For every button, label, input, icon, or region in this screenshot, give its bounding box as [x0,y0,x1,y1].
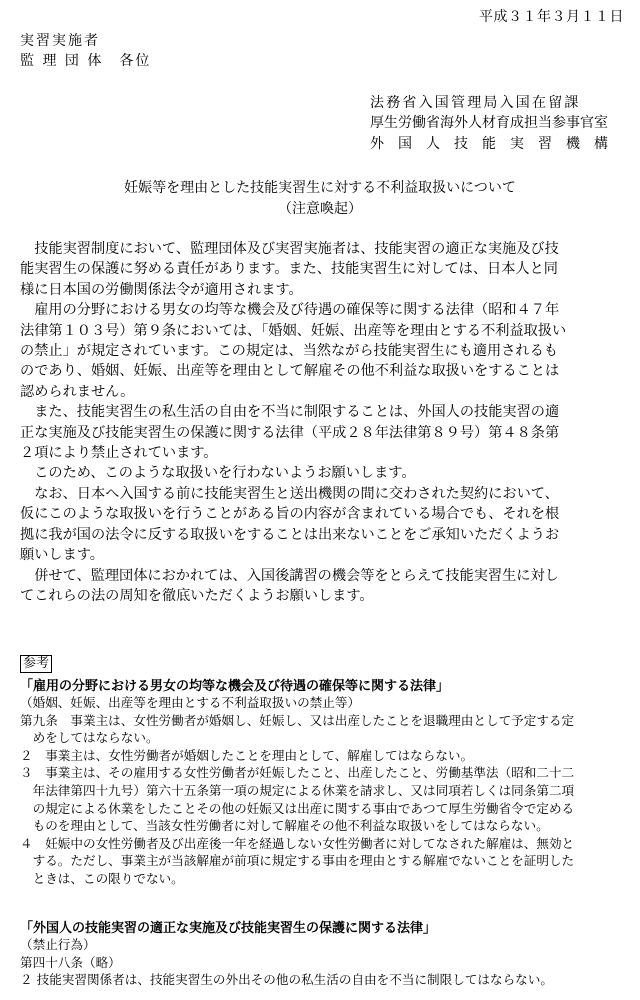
law1-line: （婚姻、妊娠、出産等を理由とする不利益取扱いの禁止等） [20,695,361,710]
sender-line: 厚生労働省海外人材育成担当参事官室 [370,115,608,131]
document-date: 平成３１年３月１１日 [479,9,624,25]
body-line: 願いします。 [20,547,104,564]
document-title: 妊娠等を理由とした技能実習生に対する不利益取扱いについて [124,180,516,196]
law1-title: 「雇用の分野における男女の均等な機会及び待遇の確保等に関する法律」 [20,679,450,694]
law1-line: ３ 事業主は、その雇用する女性労働者が妊娠したこと、出産したこと、労働基準法（昭和二十二 [20,765,575,781]
law1-line: ４ 妊娠中の女性労働者及び出産後一年を経過しない女性労働者に対してなされた解雇は、無効と [20,835,575,851]
document-subtitle: （注意喚起） [278,201,362,217]
recipient-line: 実習実施者 [20,33,100,49]
sender-line: 法務省入国管理局入国在留課 [370,95,581,111]
body-line: ２項により禁止されています。 [20,445,218,462]
law2-line: 第四十八条（略） [20,954,121,970]
law2-line: ２ 技能実習関係者は、技能実習生の外出その他の私生活の自由を不当に制限してはならない。 [20,972,553,988]
reference-label: 参考 [20,655,52,673]
body-line: 能実習生の保護に努める責任があります。また、技能実習生に対しては、日本人と同 [20,261,558,278]
body-line: なお、日本へ入国する前に技能実習生と送出機関の間に交わされた契約において、 [20,485,559,502]
body-text [20,239,626,606]
sender-line: 外 国 人 技 能 実 習 機 構 [370,136,608,152]
law1-line: 第九条 事業主は、女性労働者が婚姻し、妊娠し、又は出産したことを退職理由として予定する定 [20,712,575,728]
law1-line: ものを理由として、当該女性労働者に対して解雇その他不利益な取扱いをしてはならない。 [20,818,549,834]
body-line: の禁止」が規定されています。この規定は、当然ながら技能実習生にも適用されるも [20,343,558,360]
law2-title: 「外国人の技能実習の適正な実施及び技能実習生の保護に関する法律」 [20,921,437,936]
body-line: 様に日本国の労働関係法令が適用されます。 [20,281,303,298]
law1-line: めをしてはならない。 [20,730,159,746]
recipient-line: 監 理 団 体 各位 [20,53,152,69]
law1-line: の規定による休業をしたことその他の妊娠又は出産に関する事由であつて厚生労働省令で定める [20,800,575,816]
body-line: のであり、婚姻、妊娠、出産等を理由として解雇その他不利益な取扱いをすることは [20,363,560,380]
body-line: このため、このような取扱いを行わないようお願いします。 [20,465,416,482]
law1-line: する。ただし、事業主が当該解雇が前項に規定する事由を理由とする解雇でないことを証明した [20,853,575,869]
body-line: また、技能実習生の私生活の自由を不当に制限することは、外国人の技能実習の適 [20,404,560,421]
body-line: 法律第１０３号）第９条においては、「婚姻、妊娠、出産等を理由とする不利益取扱い [20,322,567,339]
body-line: 拠に我が国の法令に反する取扱いをすることは出来ないことをご承知いただくようお [20,526,560,543]
law1-line: ときは、この限りでない。 [20,870,184,886]
body-line: 併せて、監理団体におかれては、入国後講習の機会等をとらえて技能実習生に対し [20,567,559,584]
body-line: 正な実施及び技能実習生の保護に関する法律（平成２８年法律第８９号）第４８条第 [20,424,560,441]
body-line: 認められません。 [20,383,135,400]
law2-text [20,936,630,989]
body-line: 技能実習制度において、監理団体及び実習実施者は、技能実習の適正な実施及び技 [20,241,559,257]
body-line: 雇用の分野における男女の均等な機会及び待遇の確保等に関する法律（昭和４７年 [20,302,560,319]
law1-line: ２ 事業主は、女性労働者が婚姻したことを理由として、解雇してはならない。 [20,747,474,763]
law2-line: （禁止行為） [20,937,96,952]
body-line: 仮にこのような取扱いを行うことがある旨の内容が含まれている場合でも、それを根 [20,506,560,523]
body-line: てこれらの法の周知を徹底いただくようお願いします。 [20,587,374,604]
law1-line: 年法律第四十九号）第六十五条第一項の規定による休業を請求し、又は同項若しくは同条第二項 [20,782,575,798]
law1-text [20,694,630,888]
